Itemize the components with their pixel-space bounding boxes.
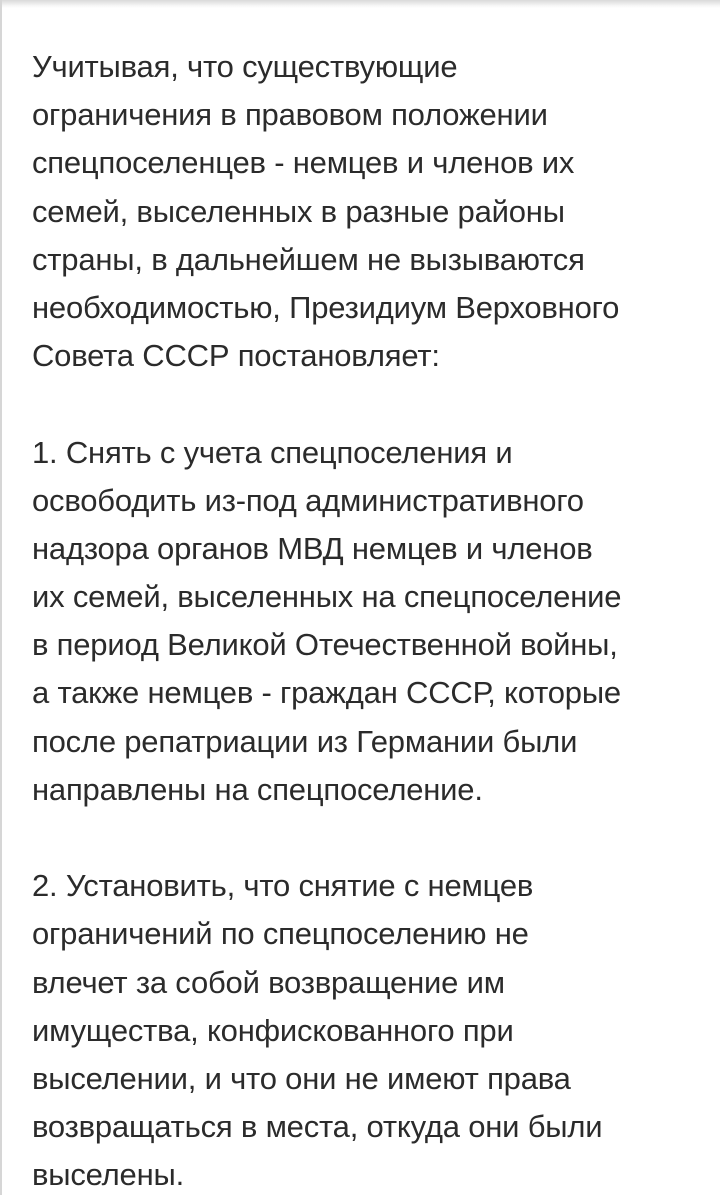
text-line: выселены. — [32, 1157, 185, 1193]
text-line: после репатриации из Германии были — [32, 723, 578, 759]
paragraph-gap — [32, 380, 716, 428]
text-line: ограничения в правовом положении — [32, 97, 548, 133]
paragraph-item-2 — [32, 862, 716, 1199]
left-border — [0, 0, 2, 1195]
text-line: а также немцев - граждан СССР, которые — [32, 675, 621, 711]
top-shadow — [0, 0, 720, 8]
text-line: их семей, выселенных на спецпоселение — [32, 579, 622, 615]
text-line: 2. Установить, что снятие с немцев — [32, 868, 534, 904]
text-line: влечет за собой возвращение им — [32, 964, 505, 1000]
text-line: 1. Снять с учета спецпоселения и — [32, 434, 513, 470]
text-line: имущества, конфискованного при — [32, 1012, 514, 1048]
text-line: необходимостью, Президиум Верховного — [32, 289, 620, 325]
text-line: страны, в дальнейшем не вызываются — [32, 241, 585, 277]
text-line: в период Великой Отечественной войны, — [32, 627, 618, 663]
text-line: Учитывая, что существующие — [32, 49, 458, 84]
text-line: надзора органов МВД немцев и членов — [32, 530, 593, 566]
paragraph-item-1 — [32, 429, 716, 815]
text-line: возвращаться в места, откуда они были — [32, 1109, 603, 1145]
paragraph-preamble — [32, 43, 716, 380]
text-line: освободить из-под административного — [32, 482, 584, 518]
text-line: спецпоселенцев - немцев и членов их — [32, 145, 575, 181]
text-line: ограничений по спецпоселению не — [32, 916, 529, 952]
text-line: выселении, и что они не имеют права — [32, 1060, 571, 1096]
text-line: семей, выселенных в разные районы — [32, 193, 565, 229]
text-line: Совета СССР постановляет: — [32, 338, 440, 374]
paragraph-gap — [32, 814, 716, 862]
text-line: направлены на спецпоселение. — [32, 771, 483, 807]
article-text — [32, 43, 716, 1200]
